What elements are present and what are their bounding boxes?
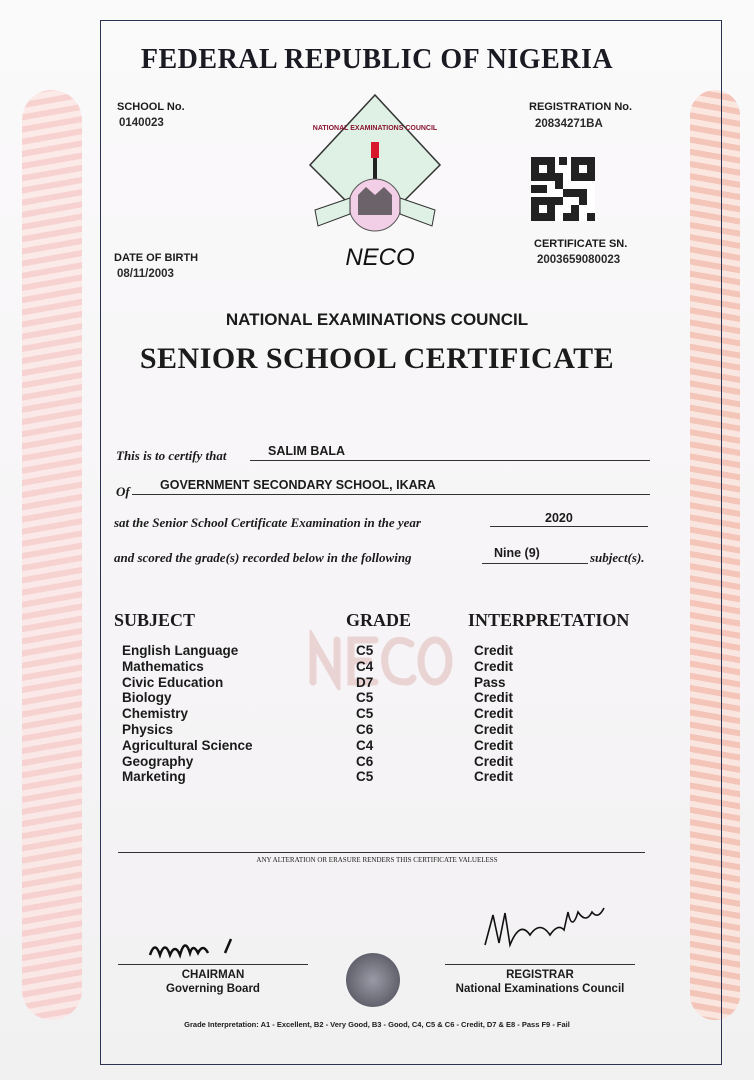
row-subject: Mathematics — [122, 658, 204, 674]
certify-label: This is to certify that — [116, 448, 227, 463]
certificate-sn-value: 2003659080023 — [537, 254, 621, 266]
row-grade: C5 — [356, 690, 374, 706]
qr-code — [531, 157, 595, 221]
row-interpretation: Credit — [474, 753, 514, 769]
row-grade: C5 — [356, 769, 374, 785]
row-grade: C4 — [356, 737, 374, 753]
registration-no-value: 20834271BA — [535, 118, 603, 130]
table-row — [122, 738, 542, 754]
school-no-label: SCHOOL No. — [117, 101, 185, 113]
row-subject: English Language — [122, 643, 239, 658]
official-seal — [346, 953, 400, 1007]
header-grade: GRADE — [346, 610, 412, 630]
registration-no-label: REGISTRATION No. — [529, 101, 633, 113]
dob-value: 08/11/2003 — [117, 268, 174, 280]
row-interpretation: Credit — [474, 658, 514, 674]
row-grade: C4 — [356, 658, 374, 674]
table-row — [122, 754, 542, 770]
table-row — [122, 690, 542, 706]
row-subject: Biology — [122, 690, 172, 706]
dob-label: DATE OF BIRTH — [114, 252, 199, 264]
row-subject: Chemistry — [122, 706, 189, 722]
chairman-signature — [145, 925, 265, 965]
chairman-subtitle: Governing Board — [166, 983, 260, 995]
row-grade: C5 — [356, 706, 374, 722]
row-grade: C6 — [356, 753, 374, 769]
exam-year: 2020 — [545, 511, 573, 525]
row-interpretation: Credit — [474, 769, 514, 785]
table-row — [122, 706, 542, 722]
left-security-border — [22, 90, 82, 1020]
registrar-title: REGISTRAR — [506, 969, 574, 981]
row-subject: Marketing — [122, 769, 186, 785]
header-interpretation: INTERPRETATION — [468, 610, 630, 630]
exam-year-label: sat the Senior School Certificate Examination in the year — [114, 515, 421, 530]
of-label: Of — [116, 484, 130, 499]
registrar-subtitle: National Examinations Council — [455, 983, 625, 995]
alteration-warning: ANY ALTERATION OR ERASURE RENDERS THIS CERTIFICATE VALUELESS — [256, 856, 498, 864]
row-grade: D7 — [356, 674, 374, 690]
logo-ring-text: NATIONAL EXAMINATIONS COUNCIL — [312, 125, 438, 132]
row-grade: C5 — [356, 643, 374, 658]
subjects-count: Nine (9) — [494, 546, 540, 560]
row-interpretation: Credit — [474, 722, 514, 737]
certificate-sn-label: CERTIFICATE SN. — [534, 238, 628, 250]
table-row — [122, 675, 542, 691]
row-grade: C6 — [356, 722, 374, 737]
grade-key: Grade Interpretation: A1 - Excellent, B2 - Very Good, B3 - Good, C4, C5 & C6 - Credit, D7 & E8 - Pass F9 - Fail — [184, 1020, 570, 1029]
table-row — [122, 643, 542, 659]
neco-logo — [300, 90, 450, 275]
certificate-title: SENIOR SCHOOL CERTIFICATE — [139, 342, 615, 375]
logo-acronym: NECO — [345, 244, 415, 271]
subjects-suffix: subject(s). — [590, 550, 645, 565]
certificate-header: FEDERAL REPUBLIC OF NIGERIA — [140, 44, 614, 75]
header-subject: SUBJECT — [114, 610, 196, 630]
school-no-value: 0140023 — [119, 117, 164, 129]
row-subject: Geography — [122, 753, 194, 769]
school-name: GOVERNMENT SECONDARY SCHOOL, IKARA — [160, 478, 436, 492]
chairman-title: CHAIRMAN — [181, 969, 245, 981]
row-interpretation: Credit — [474, 737, 514, 753]
subjects-label: and scored the grade(s) recorded below in the following — [114, 550, 412, 565]
row-subject: Physics — [122, 722, 174, 737]
row-interpretation: Credit — [474, 706, 514, 722]
registrar-signature — [475, 905, 625, 955]
row-interpretation: Pass — [474, 674, 506, 690]
table-row — [122, 769, 542, 785]
table-row — [122, 722, 542, 738]
council-name: NATIONAL EXAMINATIONS COUNCIL — [225, 310, 529, 329]
candidate-name: SALIM BALA — [268, 444, 346, 458]
row-interpretation: Credit — [474, 690, 514, 706]
row-subject: Civic Education — [122, 674, 224, 690]
row-interpretation: Credit — [474, 643, 514, 658]
table-row — [122, 659, 542, 675]
row-subject: Agricultural Science — [122, 737, 253, 753]
